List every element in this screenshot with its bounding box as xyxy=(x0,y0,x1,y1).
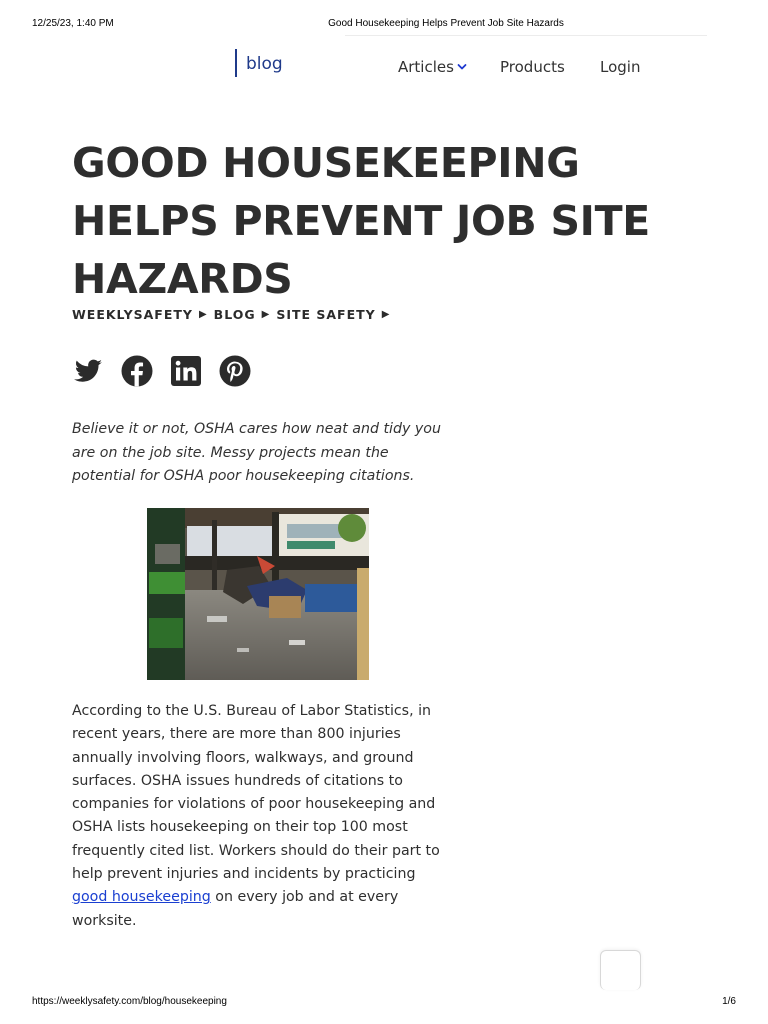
breadcrumb-weeklysafety[interactable]: WEEKLYSAFETY xyxy=(72,306,193,322)
good-housekeeping-link[interactable]: good housekeeping xyxy=(72,889,211,906)
site-navigation xyxy=(0,44,768,88)
logo-bar xyxy=(235,49,237,77)
floating-widget-button[interactable] xyxy=(600,950,641,990)
breadcrumb-blog[interactable]: BLOG xyxy=(213,306,256,322)
breadcrumb-arrow-icon: ▶ xyxy=(198,308,208,320)
body-text-part: on every job and at every worksite. xyxy=(72,889,399,929)
nav-login[interactable]: Login xyxy=(600,58,641,76)
facebook-icon[interactable] xyxy=(121,355,153,387)
print-url: https://weeklysafety.com/blog/housekeeping xyxy=(32,996,227,1007)
nav-products[interactable]: Products xyxy=(500,58,565,76)
twitter-icon[interactable] xyxy=(72,355,104,387)
print-date: 12/25/23, 1:40 PM xyxy=(32,18,114,29)
body-text-part: According to the U.S. Bureau of Labor Statistics, in recent years, there are more than 800 injuries annually involving floors, walkways, and ground surfaces. OSHA issues hundreds of citations to companies for violations of poor housekeeping and OSHA lists housekeeping on their top 100 most frequently cited list. Workers should do their part to help prevent injuries and incidents by practicing xyxy=(72,703,440,883)
linkedin-icon[interactable] xyxy=(170,355,202,387)
breadcrumb xyxy=(72,305,396,323)
article-body xyxy=(72,700,452,933)
blog-logo[interactable]: blog xyxy=(246,54,283,74)
breadcrumb-site-safety[interactable]: SITE SAFETY xyxy=(276,306,376,322)
share-buttons xyxy=(72,355,251,387)
header-divider xyxy=(345,35,707,36)
print-page-number: 1/6 xyxy=(722,996,736,1007)
nav-articles[interactable]: Articles xyxy=(398,58,454,76)
article-intro: Believe it or not, OSHA cares how neat and tidy you are on the job site. Messy projects mean the potential for OSHA poor housekeeping citations. xyxy=(72,421,441,484)
print-footer xyxy=(0,996,768,1010)
article-title: GOOD HOUSEKEEPING HELPS PREVENT JOB SITE HAZARDS xyxy=(72,139,651,303)
print-header xyxy=(0,18,768,32)
breadcrumb-arrow-icon: ▶ xyxy=(381,308,391,320)
breadcrumb-arrow-icon: ▶ xyxy=(261,308,271,320)
job-site-photo xyxy=(147,508,369,680)
pinterest-icon[interactable] xyxy=(219,355,251,387)
print-page-title: Good Housekeeping Helps Prevent Job Site Hazards xyxy=(328,18,564,29)
chevron-down-icon[interactable] xyxy=(457,62,467,72)
